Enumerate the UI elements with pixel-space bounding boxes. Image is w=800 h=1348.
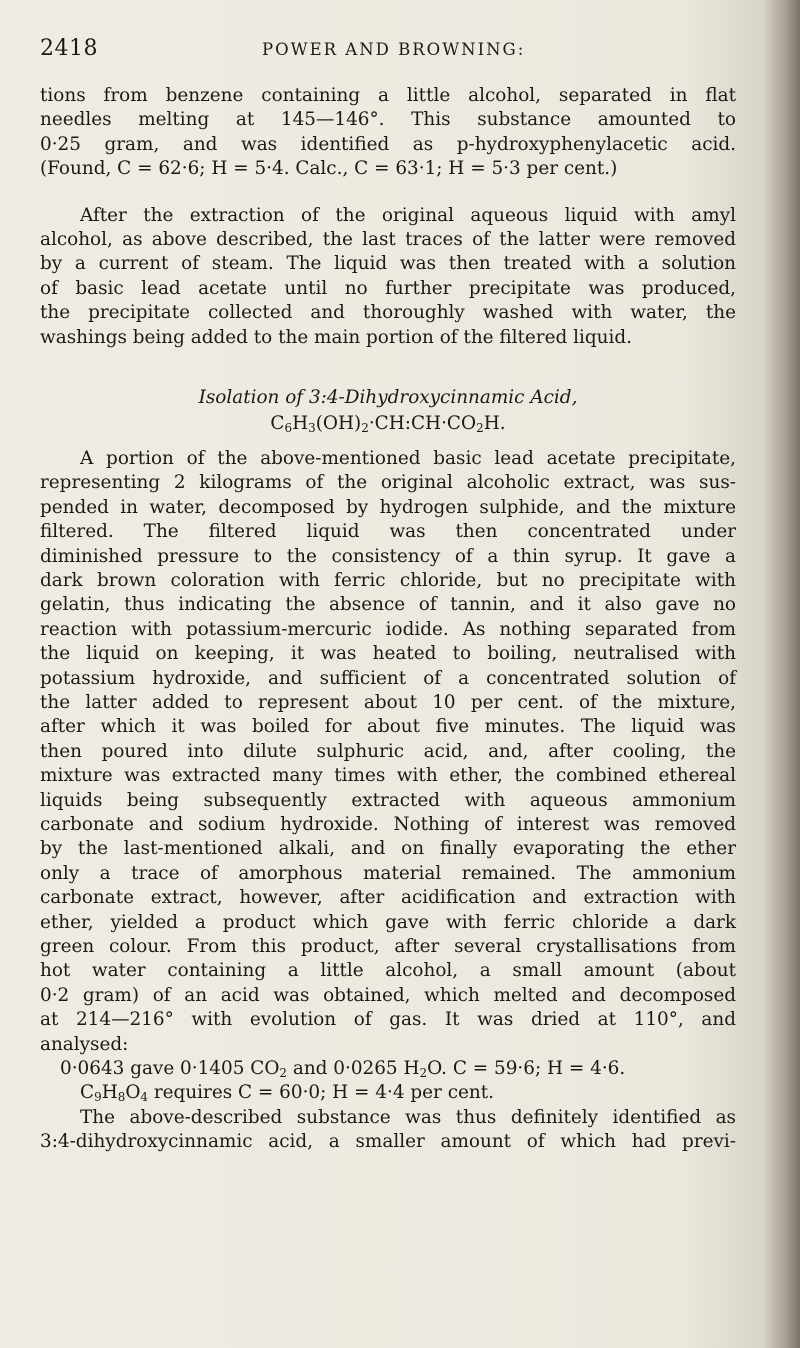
text-line: gelatin, thus indicating the absence of tannin, and it also gave no: [40, 594, 736, 616]
text-line: The above-described substance was thus definitely identified as: [80, 1106, 736, 1128]
text-line: at 214—216° with evolution of gas. It was dried at 110°, and: [40, 1009, 736, 1031]
text-line: washings being added to the main portion of the filtered liquid.: [40, 326, 632, 348]
page-number: 2418: [40, 36, 98, 61]
text-line: after which it was boiled for about five minutes. The liquid was: [40, 716, 736, 738]
text-line: needles melting at 145—146°. This substance amounted to: [40, 109, 736, 131]
text-line: by a current of steam. The liquid was then treated with a solution: [40, 253, 736, 275]
text-line: then poured into dilute sulphuric acid, and, after cooling, the: [40, 740, 736, 762]
text-line: diminished pressure to the consistency of a thin syrup. It gave a: [40, 545, 736, 567]
text-line: only a trace of amorphous material remained. The ammonium: [40, 862, 736, 884]
text-line: alcohol, as above described, the last traces of the latter were removed: [40, 229, 736, 251]
running-head: POWER AND BROWNING:: [262, 40, 526, 59]
text-line: of basic lead acetate until no further precipitate was produced,: [40, 277, 736, 299]
analysis-line-2: [40, 1081, 736, 1105]
text-line: (Found, C = 62·6; H = 5·4. Calc., C = 63·1; H = 5·3 per cent.): [40, 158, 618, 180]
section-heading: Isolation of 3:4-Dihydroxycinnamic Acid,: [198, 387, 578, 409]
text-line: carbonate extract, however, after acidification and extraction with: [40, 887, 736, 909]
text-line: dark brown coloration with ferric chloride, but no precipitate with: [40, 569, 736, 591]
text-line: the precipitate collected and thoroughly washed with water, the: [40, 302, 736, 324]
paragraph-1: [40, 84, 736, 182]
text-line: filtered. The filtered liquid was then concentrated under: [40, 521, 736, 543]
text-line: liquids being subsequently extracted with aqueous ammonium: [40, 789, 736, 811]
chemical-formula: $C_6H_3(OH)_2\cdot CH:CH\cdot CO_2H$.: [270, 413, 506, 436]
analysis-requirement: $C_9H_8O_4$ requires C = 60·0; H = 4·4 per cent.: [80, 1082, 494, 1105]
text-line: A portion of the above-mentioned basic lead acetate precipitate,: [80, 447, 736, 469]
text-line: green colour. From this product, after several crystallisations from: [40, 936, 736, 957]
text-line: 0·2 gram) of an acid was obtained, which melted and decomposed: [40, 984, 736, 1006]
text-line: hot water containing a little alcohol, a small amount (about: [40, 960, 736, 982]
text-line: 0·25 gram, and was identified as p-hydroxyphenylacetic acid.: [40, 133, 736, 155]
analysis-result: 0·0643 gave 0·1405 $CO_2$ and 0·0265 $H_2O$. C = 59·6; H = 4·6.: [60, 1058, 626, 1081]
paragraph-3-end: [40, 1033, 736, 1057]
text-line: analysed:: [40, 1033, 129, 1055]
text-line: by the last-mentioned alkali, and on finally evaporating the ether: [40, 838, 736, 860]
text-line: the liquid on keeping, it was heated to boiling, neutralised with: [40, 643, 736, 665]
text-line: the latter added to represent about 10 per cent. of the mixture,: [40, 691, 736, 713]
text-line: potassium hydroxide, and sufficient of a concentrated solution of: [40, 667, 736, 689]
body-text: [40, 84, 736, 1155]
page-edge-shadow: [764, 0, 800, 1348]
section-formula: [40, 412, 736, 436]
text-line: reaction with potassium-mercuric iodide. As nothing separated from: [40, 618, 736, 640]
text-line: 3:4-dihydroxycinnamic acid, a smaller amount of which had previ-: [40, 1131, 736, 1153]
paragraph-3: [40, 447, 736, 1033]
text-line: carbonate and sodium hydroxide. Nothing of interest was removed: [40, 813, 736, 835]
page-header: [40, 36, 740, 66]
paragraph-2: [40, 204, 736, 350]
text-line: tions from benzene containing a little alcohol, separated in flat: [40, 85, 736, 106]
text-line: mixture was extracted many times with ether, the combined ethereal: [40, 765, 736, 787]
text-line: representing 2 kilograms of the original alcoholic extract, was sus-: [40, 472, 736, 494]
analysis-line-1: [40, 1057, 736, 1081]
text-line: ether, yielded a product which gave with ferric chloride a dark: [40, 911, 736, 933]
paragraph-4: [40, 1106, 736, 1155]
text-line: pended in water, decomposed by hydrogen sulphide, and the mixture: [40, 496, 736, 518]
text-line: After the extraction of the original aqueous liquid with amyl: [80, 204, 736, 226]
